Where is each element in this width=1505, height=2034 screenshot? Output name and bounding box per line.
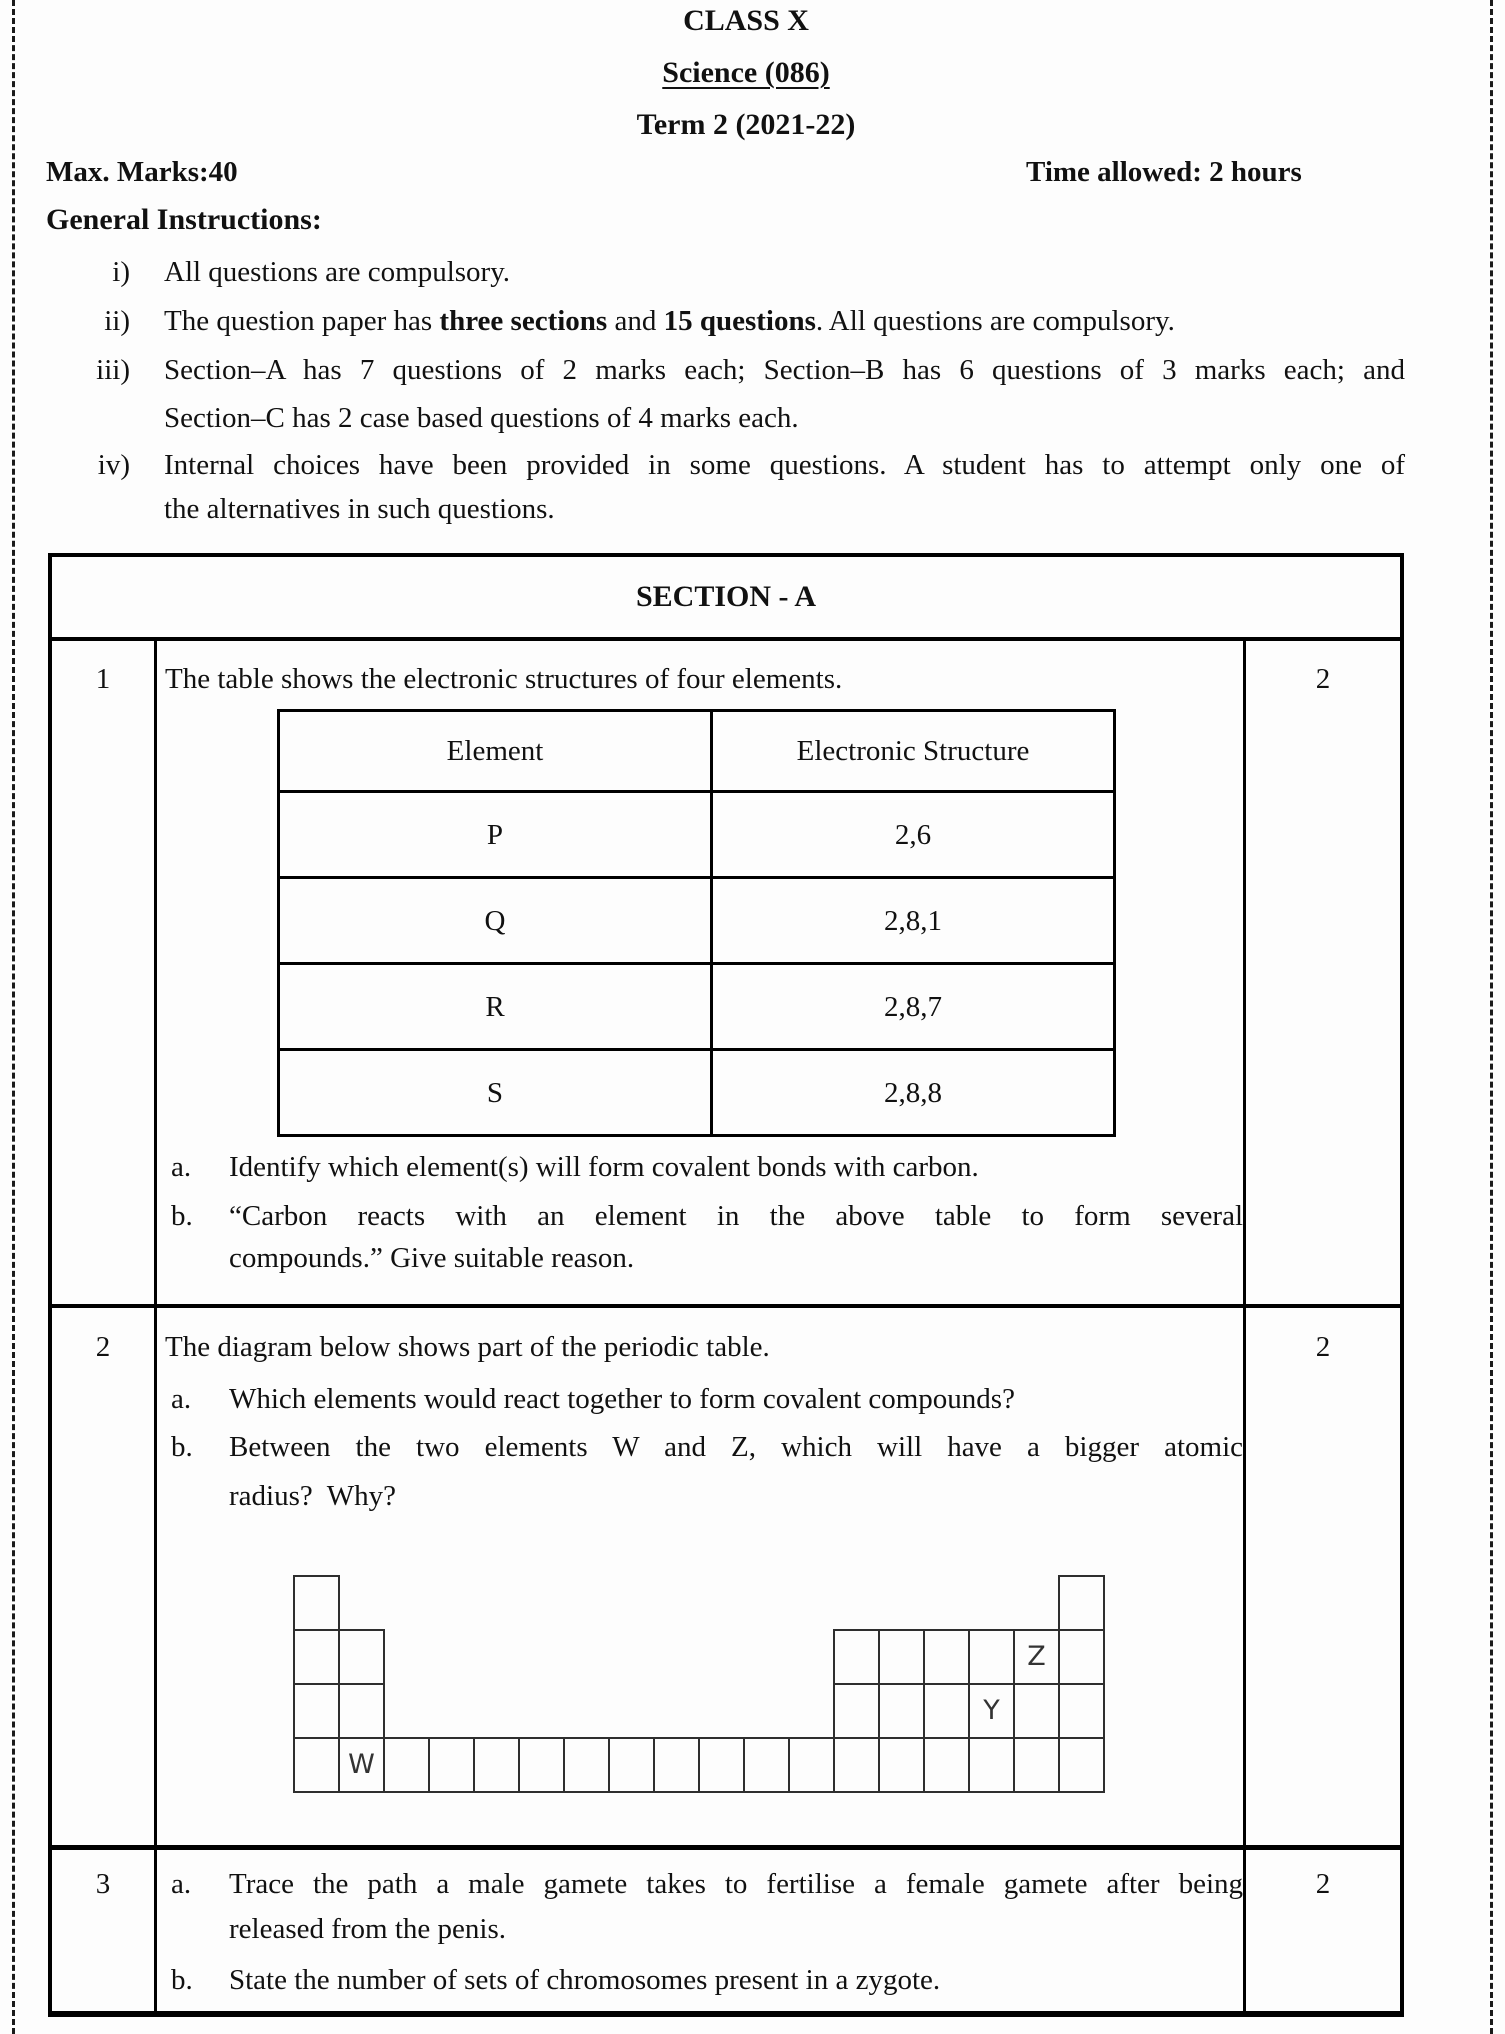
periodic-cell xyxy=(968,1683,1015,1739)
section-header: SECTION - A xyxy=(52,557,1400,641)
column-header-structure: Electronic Structure xyxy=(796,735,1030,767)
table-row xyxy=(280,965,1113,1051)
periodic-cell xyxy=(878,1629,925,1685)
question-2-text-cell xyxy=(157,1308,1246,1845)
instruction-iii-line2: Section–C has 2 case based questions of 4 marks each. xyxy=(164,402,799,434)
question-2-intro: The diagram below shows part of the periodic table. xyxy=(165,1331,770,1363)
element-cell: R xyxy=(280,965,713,1048)
instruction-iii-line1: Section–A has 7 questions of 2 marks each; Section–B has 6 questions of 3 marks each; and xyxy=(164,354,1405,386)
periodic-cell xyxy=(833,1737,880,1793)
element-label-w: W xyxy=(348,1749,375,1780)
periodic-cell xyxy=(293,1575,340,1631)
page-border-left xyxy=(12,0,15,2034)
periodic-cell xyxy=(923,1683,970,1739)
element-label-y: Y xyxy=(983,1695,1000,1726)
structure-cell: 2,6 xyxy=(894,818,932,851)
instruction-ii-pre: The question paper has xyxy=(164,305,440,337)
part-a-text: Which elements would react together to form covalent compounds? xyxy=(229,1383,1015,1415)
marks-value: 2 xyxy=(1315,1331,1331,1363)
page-border-right xyxy=(1490,0,1493,2034)
question-2-marks-cell xyxy=(1246,1308,1400,1845)
subject-title xyxy=(40,54,1452,92)
question-1-number-cell xyxy=(52,641,157,1304)
part-a-line1: Trace the path a male gamete takes to fertilise a female gamete after being xyxy=(229,1868,1243,1900)
periodic-cell xyxy=(698,1737,745,1793)
periodic-table-diagram xyxy=(293,1575,1105,1793)
periodic-cell xyxy=(563,1737,610,1793)
part-b-label: b. xyxy=(171,1200,193,1232)
question-row-2 xyxy=(52,1308,1400,1850)
section-a-table xyxy=(48,553,1404,2017)
part-a-label: a. xyxy=(171,1151,192,1183)
periodic-cell xyxy=(743,1737,790,1793)
page-title: CLASS X xyxy=(683,4,809,37)
periodic-cell xyxy=(293,1629,340,1685)
marks-value: 2 xyxy=(1315,1868,1331,1900)
periodic-cell xyxy=(338,1737,385,1793)
periodic-cell xyxy=(833,1683,880,1739)
periodic-cell xyxy=(653,1737,700,1793)
periodic-cell xyxy=(428,1737,475,1793)
part-b-line1: Between the two elements W and Z, which will have a bigger atomic xyxy=(229,1431,1243,1463)
periodic-cell xyxy=(473,1737,520,1793)
instruction-num-i: i) xyxy=(112,256,130,288)
periodic-cell xyxy=(878,1683,925,1739)
periodic-cell xyxy=(1058,1737,1105,1793)
subject-title-text: Science (086) xyxy=(662,56,830,89)
instruction-iv-line1: Internal choices have been provided in some questions. A student has to attempt only one of xyxy=(164,449,1405,481)
question-3-text-cell xyxy=(157,1850,1246,2011)
periodic-cell xyxy=(383,1737,430,1793)
question-1-text-cell xyxy=(157,641,1246,1304)
element-label-z: Z xyxy=(1027,1641,1046,1672)
instruction-i: All questions are compulsory. xyxy=(164,256,511,288)
periodic-cell xyxy=(1058,1629,1105,1685)
element-cell: S xyxy=(280,1051,713,1134)
instruction-num-iii: iii) xyxy=(96,354,130,386)
periodic-cell xyxy=(608,1737,655,1793)
periodic-cell xyxy=(293,1737,340,1793)
periodic-cell xyxy=(878,1737,925,1793)
part-b-line1: “Carbon reacts with an element in the above table to form several xyxy=(229,1200,1243,1232)
question-1-intro: The table shows the electronic structures of four elements. xyxy=(165,663,843,695)
periodic-cell xyxy=(1013,1629,1060,1685)
periodic-cell xyxy=(968,1629,1015,1685)
column-header-element: Element xyxy=(280,712,713,790)
periodic-cell xyxy=(1013,1683,1060,1739)
part-a-label: a. xyxy=(171,1868,192,1900)
electronic-structure-table xyxy=(277,709,1116,1137)
periodic-cell xyxy=(968,1737,1015,1793)
element-cell: Q xyxy=(280,879,713,962)
periodic-cell xyxy=(833,1629,880,1685)
part-b-line2: radius? Why? xyxy=(229,1480,396,1512)
part-b-text: State the number of sets of chromosomes present in a zygote. xyxy=(229,1964,941,1996)
table-row xyxy=(280,793,1113,879)
instruction-ii-post: . All questions are compulsory. xyxy=(815,305,1175,337)
instruction-iv-line2: the alternatives in such questions. xyxy=(164,493,555,525)
question-number: 1 xyxy=(95,663,111,695)
periodic-cell xyxy=(1058,1683,1105,1739)
question-1-marks-cell xyxy=(1246,641,1400,1304)
part-b-label: b. xyxy=(171,1964,193,1996)
element-cell: P xyxy=(280,793,713,876)
periodic-cell xyxy=(338,1629,385,1685)
instruction-ii-bold1: three sections xyxy=(439,305,608,337)
periodic-cell xyxy=(923,1629,970,1685)
instruction-ii-mid: and xyxy=(607,305,664,337)
part-a-text: Identify which element(s) will form covalent bonds with carbon. xyxy=(229,1151,979,1183)
periodic-cell xyxy=(1013,1737,1060,1793)
instruction-num-iv: iv) xyxy=(97,449,130,481)
instruction-ii xyxy=(164,302,1405,340)
time-allowed: Time allowed: 2 hours xyxy=(1026,156,1302,188)
instruction-num-ii: ii) xyxy=(104,305,130,337)
marks-value: 2 xyxy=(1315,663,1331,695)
periodic-cell xyxy=(923,1737,970,1793)
table-row xyxy=(280,1051,1113,1134)
question-3-marks-cell xyxy=(1246,1850,1400,2011)
part-b-line2: compounds.” Give suitable reason. xyxy=(229,1242,635,1274)
structure-cell: 2,8,8 xyxy=(884,1076,942,1109)
question-number: 2 xyxy=(95,1331,111,1363)
part-a-line2: released from the penis. xyxy=(229,1913,507,1945)
part-b-label: b. xyxy=(171,1431,193,1463)
periodic-cell xyxy=(518,1737,565,1793)
part-a-label: a. xyxy=(171,1383,192,1415)
table-header-row xyxy=(280,712,1113,793)
table-row xyxy=(280,879,1113,965)
structure-cell: 2,8,7 xyxy=(884,990,942,1023)
periodic-cell xyxy=(1058,1575,1105,1631)
question-row-3 xyxy=(52,1850,1400,2011)
question-3-number-cell xyxy=(52,1850,157,2011)
instruction-ii-bold2: 15 questions xyxy=(663,305,816,337)
periodic-cell xyxy=(338,1683,385,1739)
general-instructions-heading: General Instructions: xyxy=(46,203,322,236)
question-2-number-cell xyxy=(52,1308,157,1845)
question-number: 3 xyxy=(95,1868,111,1900)
periodic-cell xyxy=(788,1737,835,1793)
max-marks: Max. Marks:40 xyxy=(46,156,238,188)
question-row-1 xyxy=(52,641,1400,1308)
term-title: Term 2 (2021-22) xyxy=(636,108,856,141)
periodic-cell xyxy=(293,1683,340,1739)
structure-cell: 2,8,1 xyxy=(884,904,942,937)
